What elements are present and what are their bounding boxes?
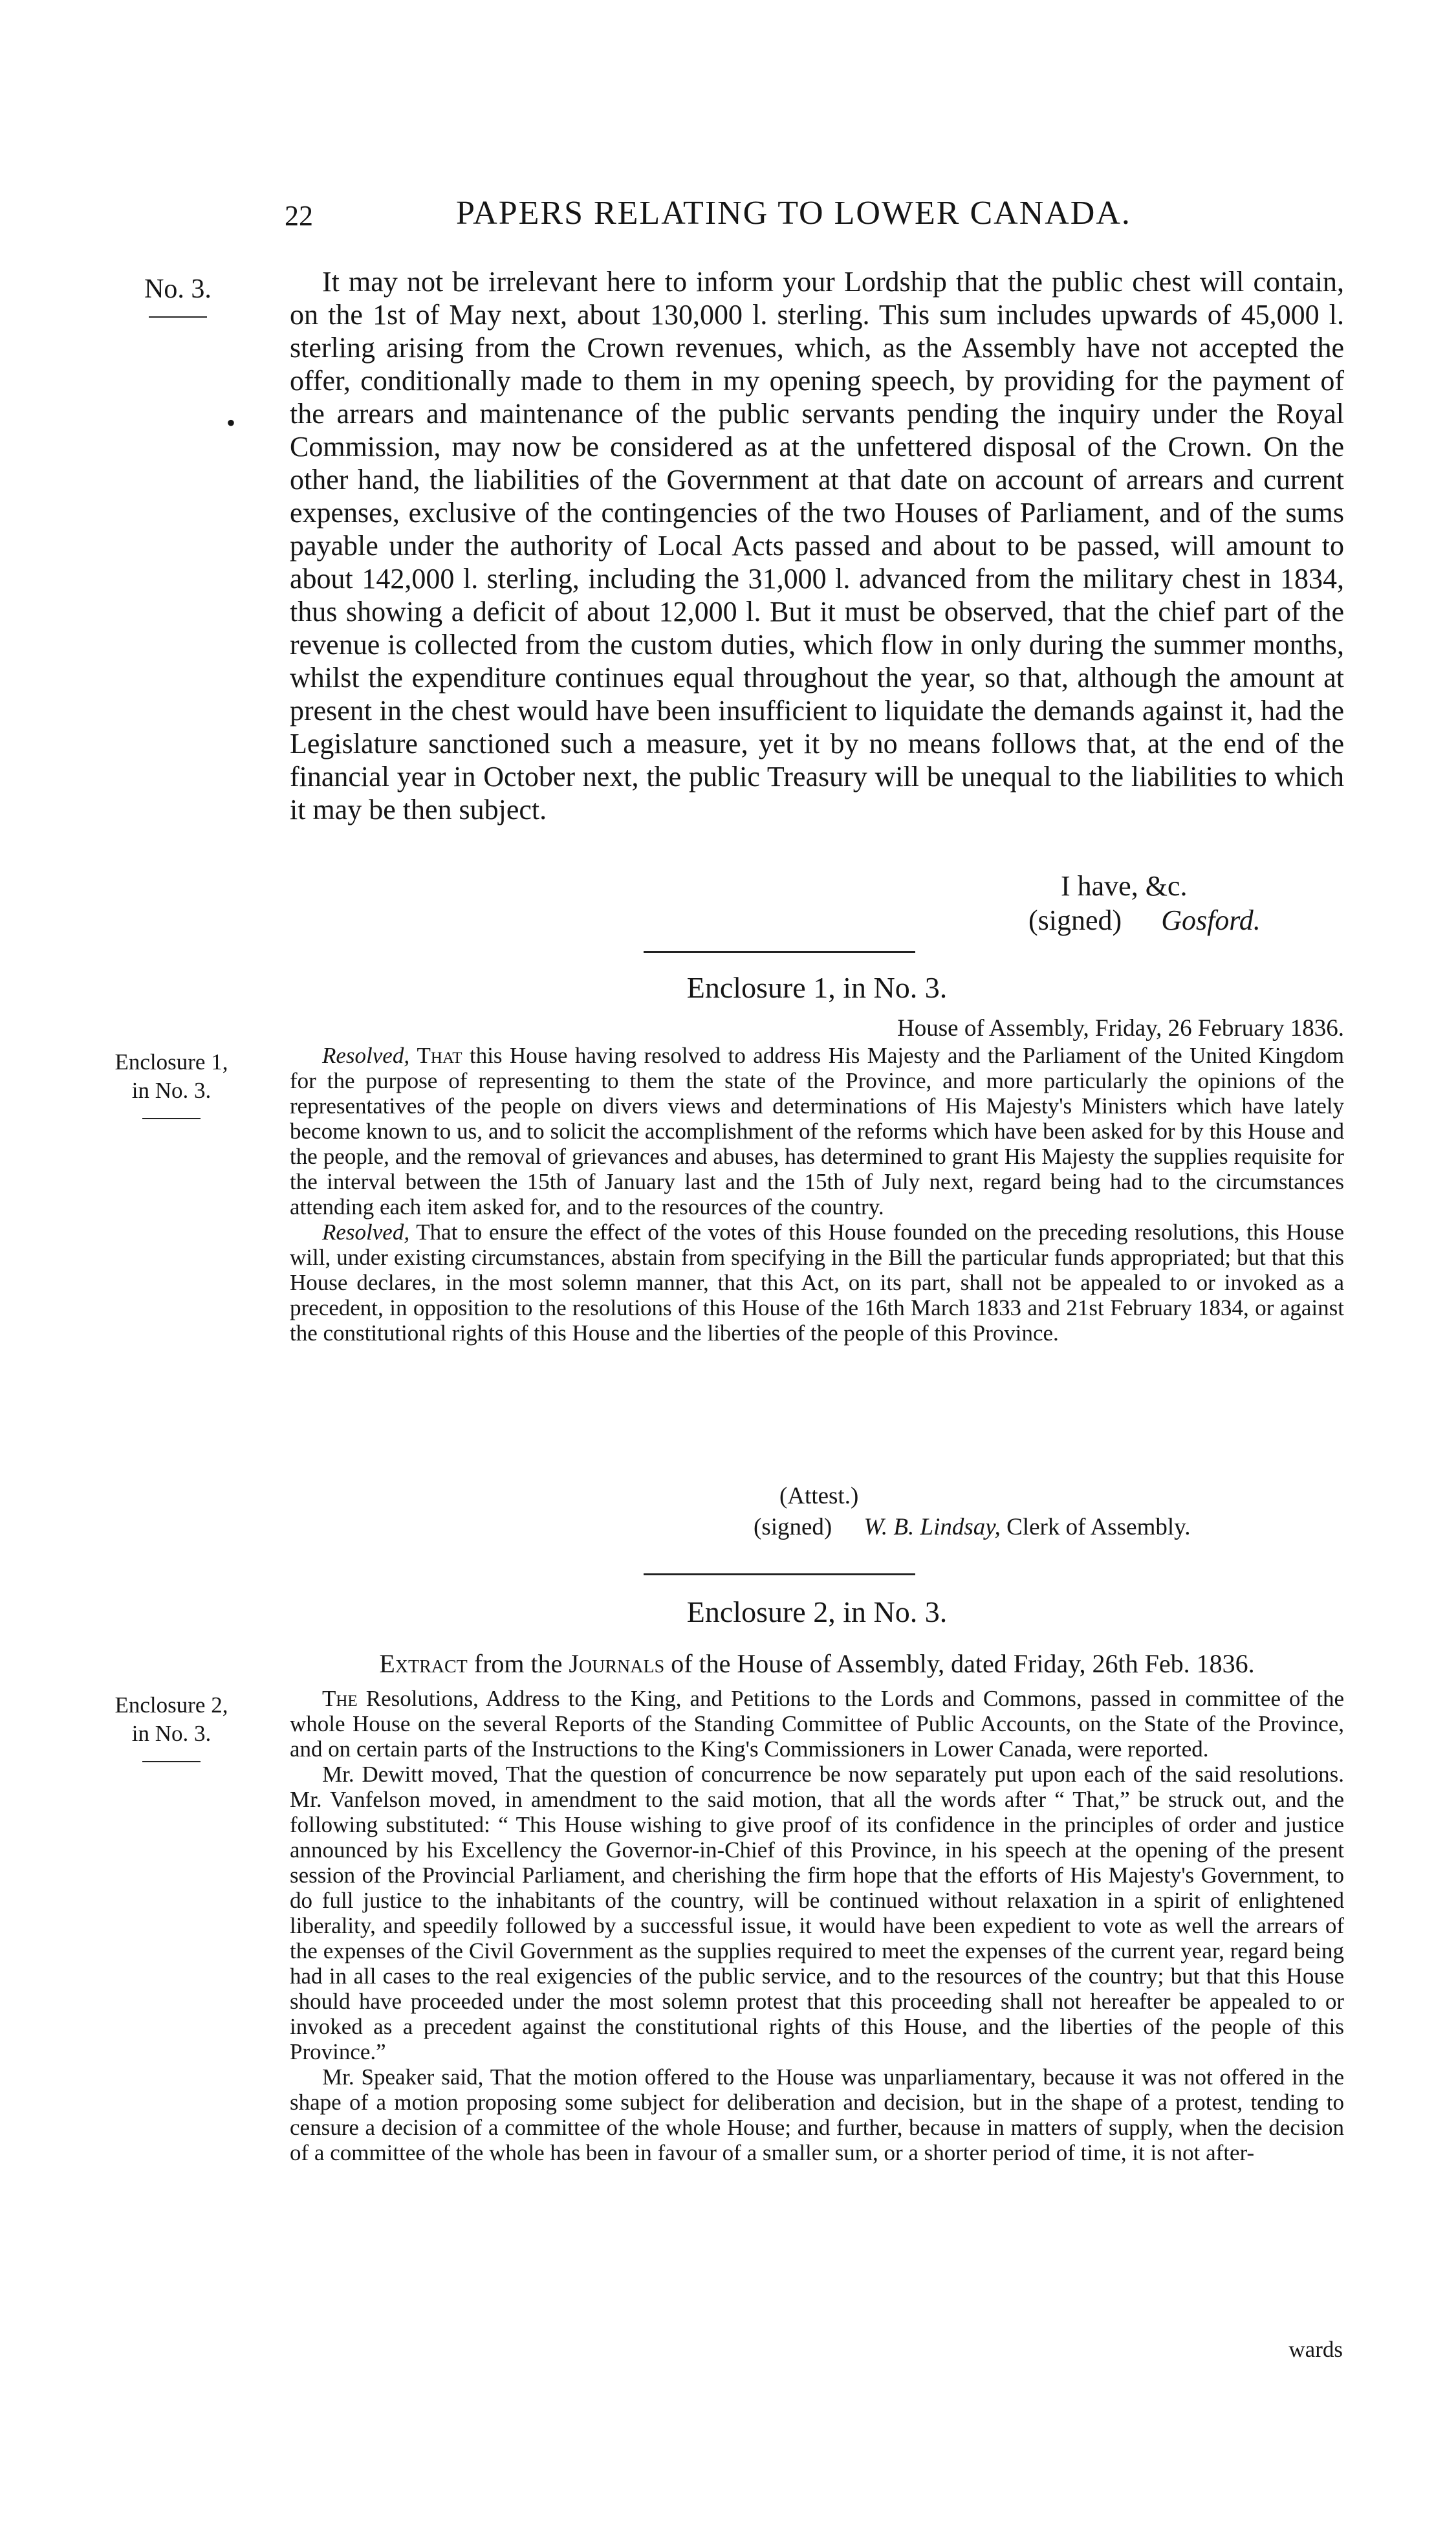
margin-note-enclosure2	[107, 1691, 236, 1762]
margin-note-enclosure1	[107, 1048, 236, 1119]
enclosure2-extract-line	[290, 1648, 1344, 1679]
extract-rest: of the House of Assembly, dated Friday, 26th Feb. 1836.	[671, 1649, 1255, 1678]
that-caps: That	[417, 1043, 462, 1068]
enclosure2-body	[290, 1686, 1344, 2165]
signer-name: Gosford.	[1161, 904, 1261, 936]
section-divider	[644, 1573, 915, 1575]
letter-paragraph: It may not be irrelevant here to inform your Lordship that the public chest will contain, on the 1st of May next, about 130,000 l. sterling. This sum includes upwards of 45,000 l. sterling arising from the Crown revenues, which, as the Assembly have not accepted the offer, conditionally made to them in my opening speech, by providing for the payment of the arrears and maintenance of the public servants pending the inquiry under the Royal Commission, may now be considered as at the unfettered disposal of the Crown. On the other hand, the liabilities of the Government at that date on account of arrears and current expenses, exclusive of the contingencies of the two Houses of Parliament, and of the sums payable under the authority of Local Acts passed and about to be passed, will amount to about 142,000 l. sterling, including the 31,000 l. advanced from the military chest in 1834, thus showing a deficit of about 12,000 l. But it must be observed, that the chief part of the revenue is collected from the custom duties, which flow in only during the summer months, whilst the expenditure continues equal throughout the year, so that, although the amount at present in the chest would have been insufficient to liquidate the demands against it, had the Legislature sanctioned such a measure, yet it by no means follows that, at the end of the financial year in October next, the public Treasury will be unequal to the liabilities to which it may be then subject.	[290, 266, 1344, 825]
resolved-label: Resolved,	[322, 1043, 410, 1068]
enclosure1-heading: Enclosure 1, in No. 3.	[686, 971, 948, 1004]
enclosure1-dateline: House of Assembly, Friday, 26 February 1836.	[897, 1015, 1344, 1042]
enclosure1-attest: (Attest.)	[779, 1483, 859, 1509]
page-number: 22	[285, 200, 313, 232]
resolution-1-text: this House having resolved to address His Majesty and the Parliament of the United Kingdom for the purpose of representing to them the state of the Province, and more particularly the opinions of the representatives of the people on divers views and determinations of His Majesty's Ministers which have lately become known to us, and to solicit the accomplishment of the reforms which have been asked for by this House and the people, and the removal of grievances and abuses, has determined to grant His Majesty the supplies requisite for the interval between the 15th of January last and the 15th of July next, regard being had to the circumstances attending each item asked for, and to the resources of the country.	[290, 1043, 1344, 1219]
enclosure1-signature	[754, 1513, 1191, 1542]
extract-word: Extract	[379, 1649, 468, 1678]
paragraph-1-text: Resolutions, Address to the King, and Petitions to the Lords and Commons, passed in committee of the whole House on the several Reports of the Standing Committee of Public Accounts, on the State of the Province, and on certain parts of the Instructions to the King's Commissioners in Lower Canada, were reported.	[290, 1686, 1344, 1762]
margin-rule	[149, 316, 207, 318]
margin-note-no3	[133, 275, 223, 318]
signed-label: (signed)	[754, 1514, 832, 1540]
enclosure1-body	[290, 1043, 1344, 1346]
enclosure2-paragraph-2: Mr. Dewitt moved, That the question of concurrence be now separately put upon each of the said resolutions. Mr. Vanfelson moved, in amendment to the said motion, that all the words after “ That,” be struck out, and the following substituted: “ This House wishing to give proof of its confidence in the principles of order and justice announced by his Excellency the Governor-in-Chief of this Province, in his speech at the opening of the present session of the Provincial Parliament, and cherishing the firm hope that the efforts of His Majesty's Government, to do full justice to the inhabitants of the country, will be continued without relaxation in a spirit of enlightened liberality, and speedily followed by a successful issue, it would have been expedient to vote as well the arrears of the expenses of the Civil Government as the supplies required to meet the expenses of the current year, regard being had in all cases to the real exigencies of the public service, and to the resources of the country; but that this House should have proceeded under the most solemn protest that this proceeding shall not hereafter be appealed to or invoked as a precedent against the constitutional rights of this House, and the liberties of the people of this Province.”	[290, 1762, 1344, 2064]
margin-note-enc1-line1: Enclosure 1,	[114, 1049, 228, 1075]
margin-rule	[142, 1761, 201, 1762]
letter-body	[290, 265, 1344, 826]
enclosure1-resolution-2	[290, 1219, 1344, 1346]
margin-note-no3-label: No. 3.	[144, 274, 212, 304]
margin-mark: •	[226, 408, 236, 437]
extract-mid: from the	[473, 1649, 563, 1678]
catchword: wards	[1288, 2337, 1343, 2362]
signed-label: (signed)	[1028, 904, 1122, 936]
margin-rule	[142, 1118, 201, 1119]
signer-name: W. B. Lindsay,	[864, 1514, 1001, 1540]
running-title: PAPERS RELATING TO LOWER CANADA.	[456, 195, 1131, 232]
the-caps: The	[322, 1686, 358, 1711]
enclosure2-paragraph-1	[290, 1686, 1344, 1762]
letter-closing	[1061, 870, 1187, 902]
enclosure2-heading: Enclosure 2, in No. 3.	[686, 1595, 948, 1628]
letter-signature	[1028, 904, 1261, 937]
margin-note-enc2-line2: in No. 3.	[131, 1721, 212, 1746]
resolved-label: Resolved,	[322, 1219, 410, 1245]
enclosure2-paragraph-3: Mr. Speaker said, That the motion offered to the House was unparliamentary, because it was not offered in the shape of a motion proposing some subject for deliberation and decision, but in the shape of a protest, tending to censure a decision of a committee of the whole House; and further, because in matters of supply, when the decision of a committee of the whole has been in favour of a smaller sum, or a shorter period of time, it is not after-	[290, 2064, 1344, 2165]
margin-note-enc2-line1: Enclosure 2,	[114, 1692, 228, 1718]
resolution-2-text: That to ensure the effect of the votes of this House founded on the preceding resolutions, this House will, under existing circumstances, abstain from specifying in the Bill the particular funds appropriated; but that this House declares, in the most solemn manner, that this Act, on its part, shall not be appealed to or invoked as a precedent, in opposition to the resolutions of this House of the 16th March 1833 and 21st February 1834, or against the constitutional rights of this House and the liberties of the people of this Province.	[290, 1219, 1344, 1346]
journals-word: Journals	[569, 1649, 665, 1678]
closing-phrase: I have, &c.	[1061, 870, 1188, 902]
margin-note-enc1-line2: in No. 3.	[131, 1078, 212, 1103]
signer-title: Clerk of Assembly.	[1006, 1514, 1191, 1540]
section-divider	[644, 951, 915, 953]
enclosure1-resolution-1	[290, 1043, 1344, 1219]
page-header	[285, 194, 1352, 246]
